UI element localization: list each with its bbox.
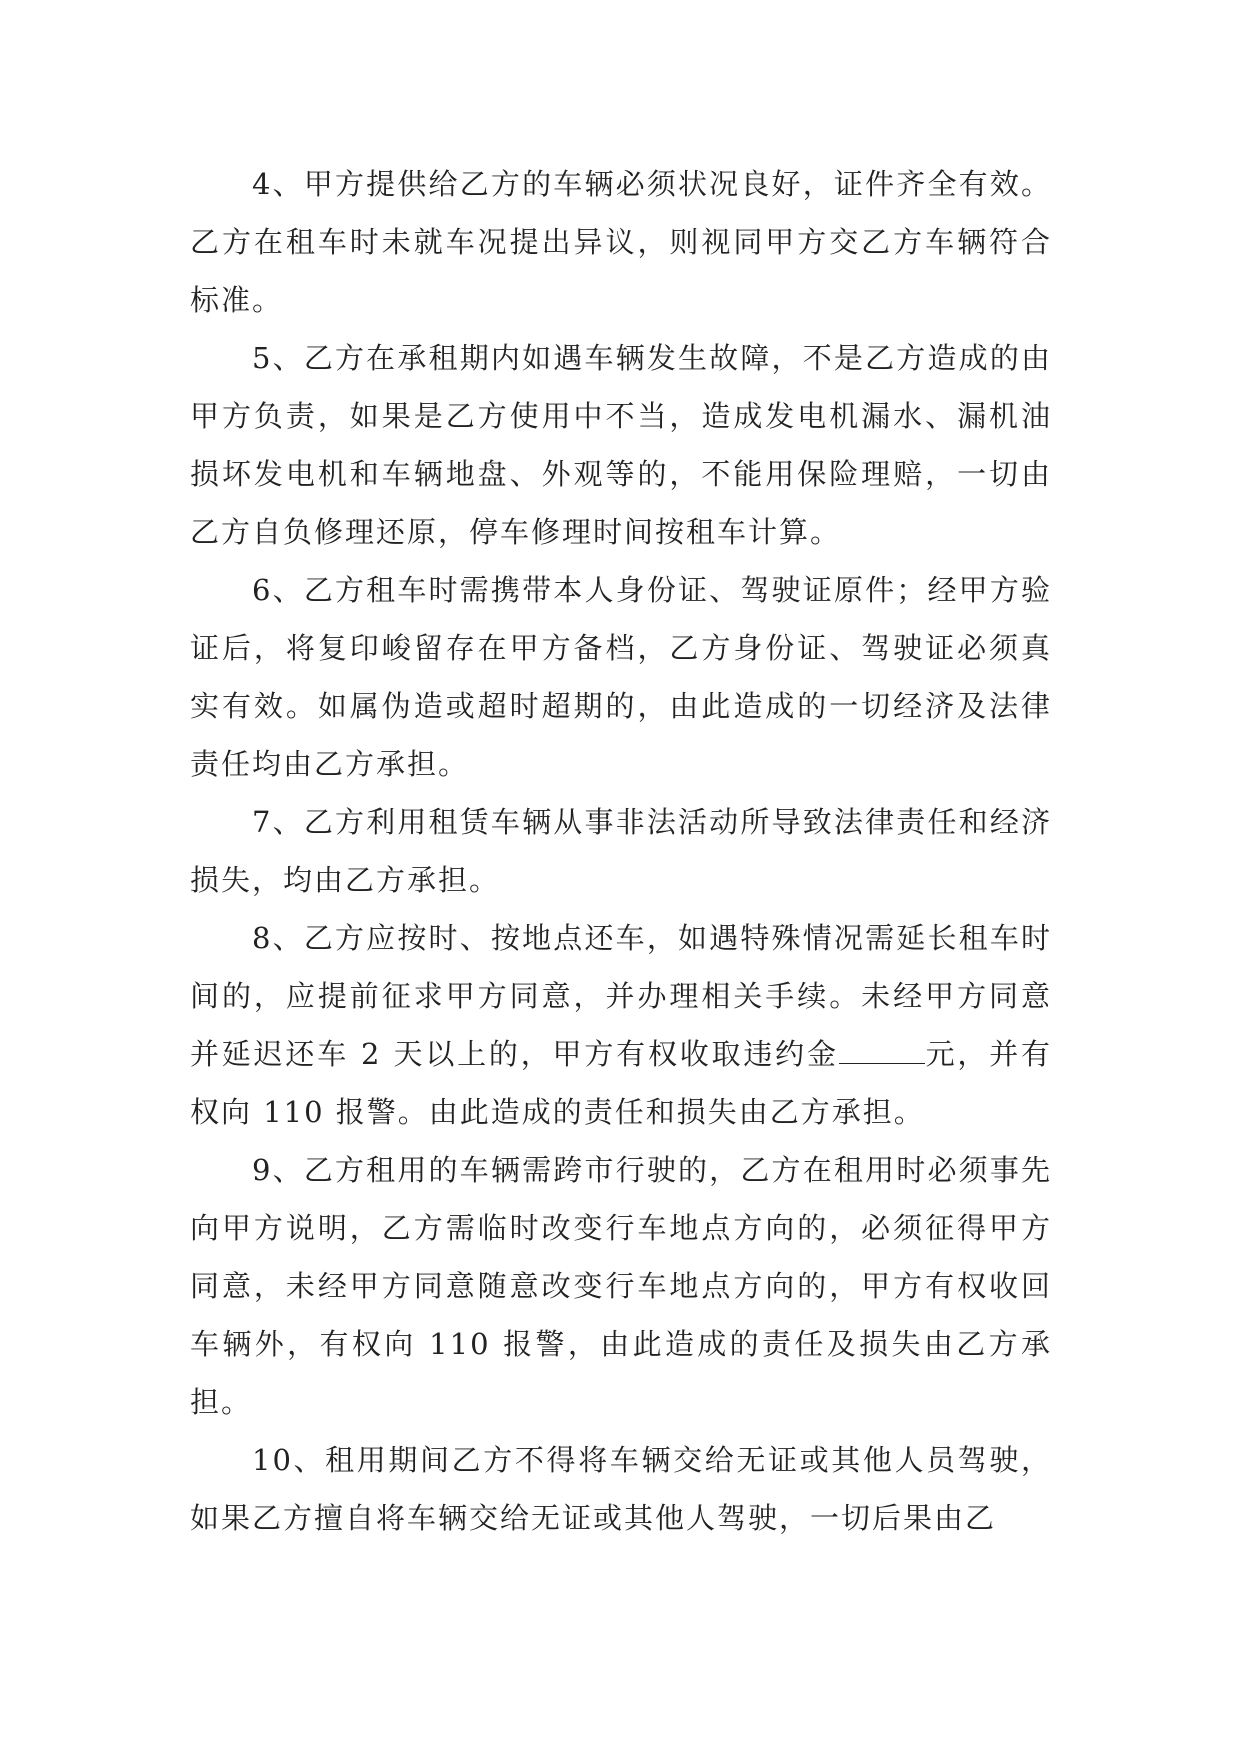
clause-6-paragraph: 6、乙方租车时需携带本人身份证、驾驶证原件；经甲方验证后，将复印峻留存在甲方备档，乙方身份证、驾驶证必须真实有效。如属伪造或超时超期的，由此造成的一切经济及法律责任均由乙方承担。 — [190, 573, 1052, 781]
clause-8-text-before-blank: 8、乙方应按时、按地点还车，如遇特殊情况需延长租车时间的，应提前征求甲方同意，并办理相关手续。未经甲方同意并延迟还车 2 天以上的，甲方有权收取违约金 — [190, 921, 1052, 1071]
clause-9-paragraph: 9、乙方租用的车辆需跨市行驶的，乙方在租用时必须事先向甲方说明，乙方需临时改变行车地点方向的，必须征得甲方同意，未经甲方同意随意改变行车地点方向的，甲方有权收回车辆外，有权向 110 报警，由此造成的责任及损失由乙方承担。 — [190, 1153, 1052, 1419]
clause-8-text-after-blank: 元，并有权向 110 报警。由此造成的责任和损失由乙方承担。 — [190, 1037, 1052, 1129]
clause-4-paragraph: 4、甲方提供给乙方的车辆必须状况良好，证件齐全有效。乙方在租车时未就车况提出异议，则视同甲方交乙方车辆符合标准。 — [190, 167, 1052, 317]
clause-7-paragraph: 7、乙方利用租赁车辆从事非法活动所导致法律责任和经济损失，均由乙方承担。 — [190, 805, 1052, 897]
clause-5-paragraph: 5、乙方在承租期内如遇车辆发生故障，不是乙方造成的由甲方负责，如果是乙方使用中不当，造成发电机漏水、漏机油损坏发电机和车辆地盘、外观等的，不能用保险理赔，一切由乙方自负修理还原，停车修理时间按租车计算。 — [190, 341, 1052, 549]
penalty-amount-blank — [839, 1041, 925, 1064]
clause-8-paragraph — [190, 909, 1052, 1141]
document-body — [190, 155, 1052, 1547]
clause-10-paragraph: 10、租用期间乙方不得将车辆交给无证或其他人员驾驶，如果乙方擅自将车辆交给无证或其他人驾驶，一切后果由乙 — [190, 1443, 1052, 1535]
